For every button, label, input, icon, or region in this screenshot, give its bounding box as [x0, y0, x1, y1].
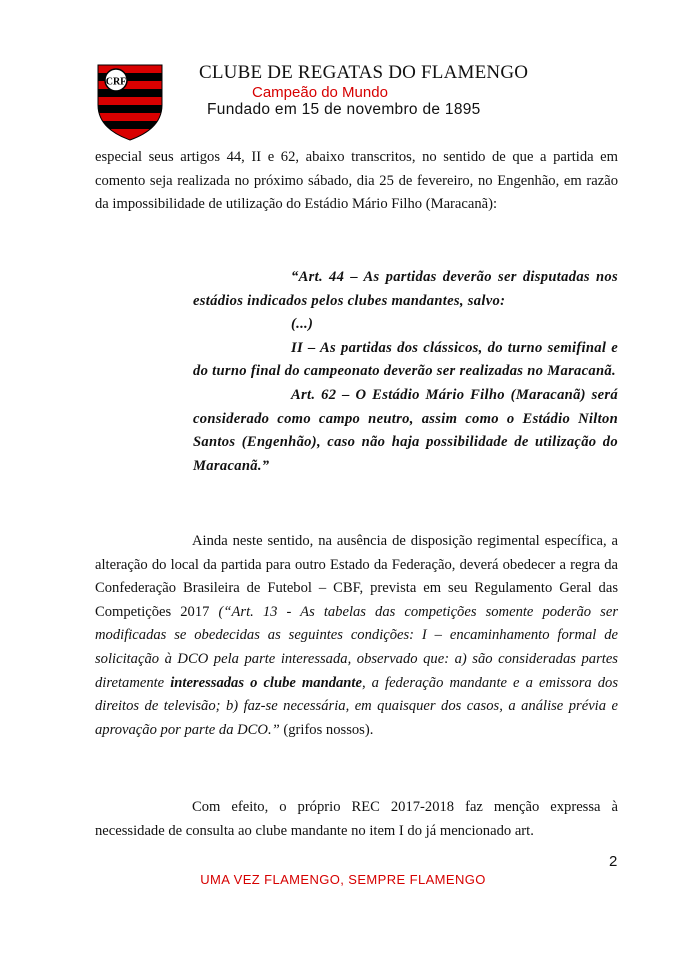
- quote-item-ii: II – As partidas dos clássicos, do turno semifinal e do turno final do campeonato deverão ser realizadas no Maracanã.: [193, 339, 618, 380]
- paragraph-3: Com efeito, o próprio REC 2017-2018 faz menção expressa à necessidade de consulta ao clube mandante no item I do já mencionado art.: [95, 799, 618, 839]
- quote-ellipsis: (...): [291, 316, 314, 333]
- club-tagline: Campeão do Mundo: [252, 84, 388, 101]
- founding-date: Fundado em 15 de novembro de 1895: [207, 101, 481, 118]
- p2-note: (grifos nossos).: [279, 721, 374, 738]
- paragraph-2: [95, 530, 618, 742]
- p2-citation-cont: , a federação mandante e a emissora dos direitos de televisão; b) faz-se necessária, em quaisquer dos casos, a análise prévia e aprovação por parte da DCO.”: [95, 674, 619, 738]
- p2-text: Ainda neste sentido, na ausência de disposição regimental específica, a alteração do local da partida para outro Estado da Federação, deverá obedecer a regra da Confederação Brasileira de Futebol – CBF, prevista em seu Regulamento Geral das Competições 2017: [95, 533, 618, 620]
- quote-art-44: “Art. 44 – As partidas deverão ser disputadas nos estádios indicados pelos clubes mandantes, salvo:: [193, 269, 618, 309]
- club-name: CLUBE DE REGATAS DO FLAMENGO: [199, 62, 529, 83]
- footer-motto: UMA VEZ FLAMENGO, SEMPRE FLAMENGO: [200, 872, 486, 887]
- p2-emphasis: interessadas o clube mandante: [170, 674, 362, 691]
- flamengo-crest-logo: [96, 63, 164, 141]
- paragraph-1: especial seus artigos 44, II e 62, abaixo transcritos, no sentido de que a partida em comento seja realizada no próximo sábado, dia 25 de fevereiro, no Engenhão, em razão da impossibilidade de utilização do Estádio Mário Filho (Maracanã):: [95, 149, 618, 213]
- p2-citation: (“Art. 13 - As tabelas das competições somente poderão ser modificadas se obedecidas as seguintes condições: I – encaminhamento formal de solicitação à DCO pela parte interessada, observado que: a) são consideradas partes diretamente: [95, 603, 618, 691]
- page-number: 2: [609, 853, 618, 870]
- quote-art-62: Art. 62 – O Estádio Mário Filho (Maracanã) será considerado como campo neutro, assim como o Estádio Nilton Santos (Engenhão), caso não haja possibilidade de utilização do Maracanã.”: [193, 386, 618, 474]
- quoted-articles: [193, 266, 618, 478]
- svg-text:CRF: CRF: [105, 76, 127, 88]
